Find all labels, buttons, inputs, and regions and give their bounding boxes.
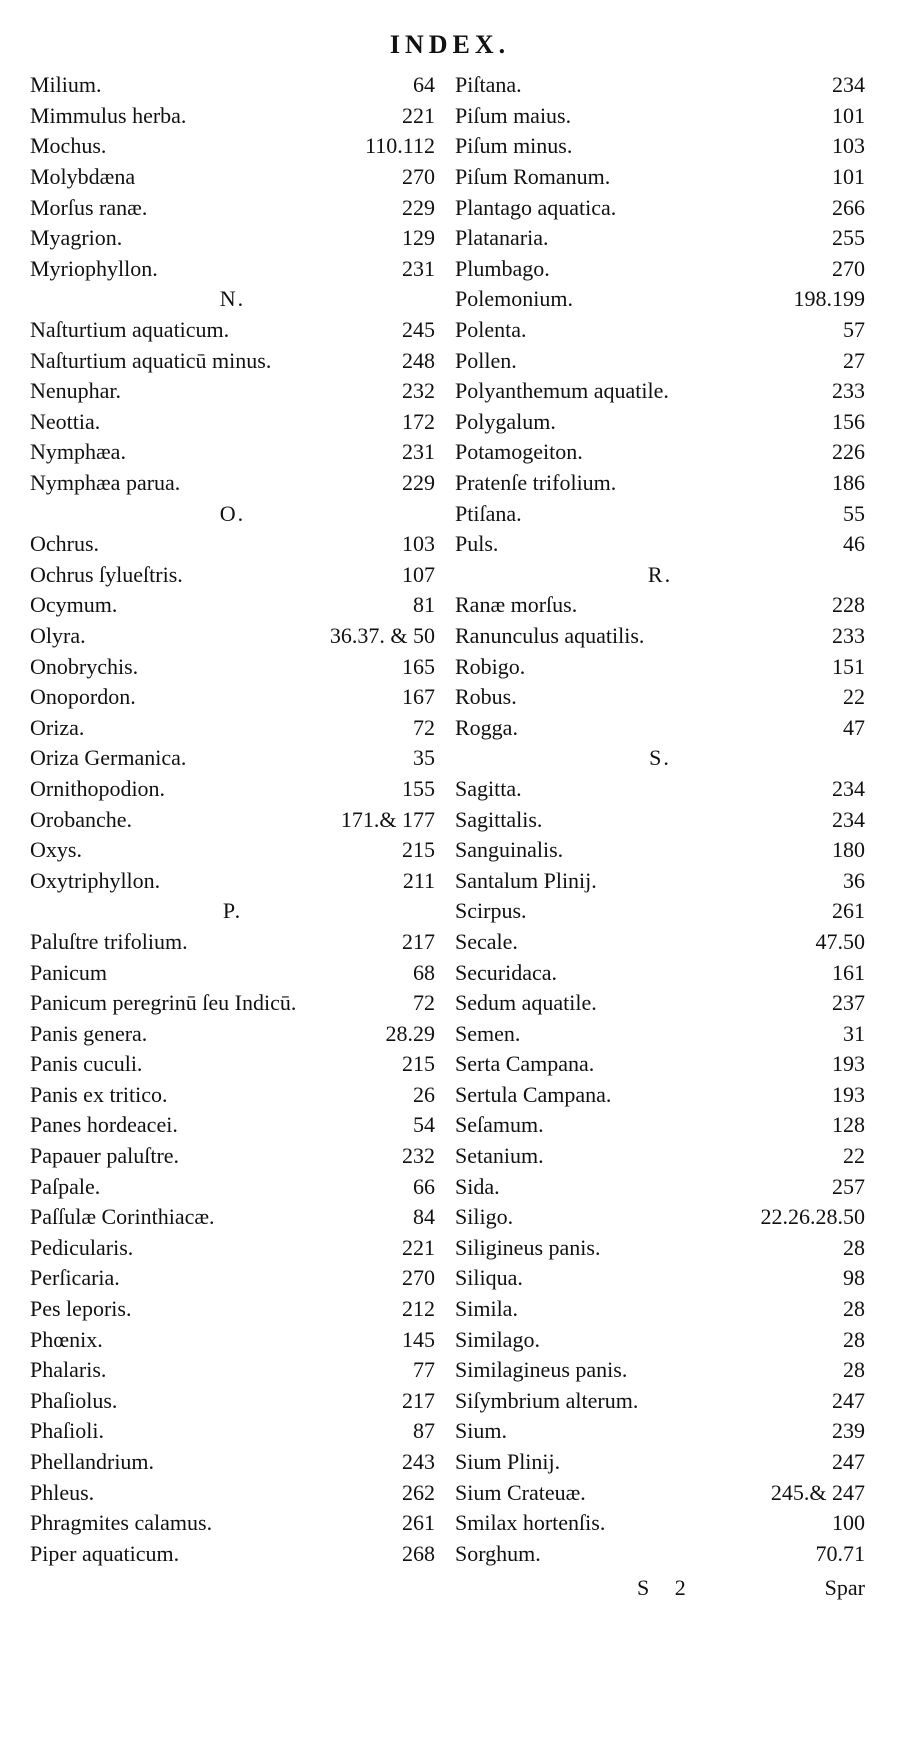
page-reference: 229 bbox=[402, 194, 435, 220]
page-reference: 229 bbox=[402, 470, 435, 496]
index-term: Ornithopodion. bbox=[30, 775, 166, 801]
page-reference: 107 bbox=[402, 561, 435, 587]
index-term: Ochrus. bbox=[30, 531, 100, 557]
page-reference: 239 bbox=[832, 1418, 865, 1444]
index-entry bbox=[455, 1539, 865, 1570]
index-entry bbox=[30, 1263, 435, 1294]
page-reference: 243 bbox=[402, 1449, 435, 1475]
index-entry bbox=[30, 131, 435, 162]
index-term: Paſpale. bbox=[30, 1173, 101, 1199]
index-entry bbox=[455, 1477, 865, 1508]
signature-mark: S 2 bbox=[637, 1575, 696, 1600]
page-reference: 245 bbox=[402, 317, 435, 343]
index-entry bbox=[455, 1049, 865, 1080]
page-reference: 261 bbox=[832, 898, 865, 924]
index-term: Nymphæa. bbox=[30, 439, 126, 465]
page-reference: 247 bbox=[832, 1387, 865, 1413]
page-reference: 110.112 bbox=[365, 133, 435, 159]
page-reference: 31 bbox=[843, 1020, 865, 1046]
index-entry bbox=[455, 1171, 865, 1202]
index-term: Platanaria. bbox=[455, 225, 549, 251]
index-entry bbox=[30, 70, 435, 101]
page-reference: 217 bbox=[402, 928, 435, 954]
index-entry bbox=[455, 1294, 865, 1325]
page-reference: 217 bbox=[402, 1387, 435, 1413]
index-term: Rogga. bbox=[455, 714, 518, 740]
page-reference: 257 bbox=[832, 1173, 865, 1199]
page-reference: 193 bbox=[832, 1051, 865, 1077]
index-entry bbox=[30, 529, 435, 560]
letter-heading: P. bbox=[222, 898, 243, 924]
index-entry bbox=[455, 712, 865, 743]
index-entry bbox=[30, 1049, 435, 1080]
page-reference: 161 bbox=[832, 959, 865, 985]
page-reference: 36.37. & 50 bbox=[329, 622, 435, 648]
index-term: Siſymbrium alterum. bbox=[455, 1387, 639, 1413]
index-entry bbox=[455, 1080, 865, 1111]
page-reference: 261 bbox=[402, 1510, 435, 1536]
index-term: Phragmites calamus. bbox=[30, 1510, 213, 1536]
index-entry bbox=[455, 498, 865, 529]
page-reference: 26 bbox=[413, 1081, 435, 1107]
index-entry bbox=[30, 560, 435, 591]
catchword: Spar bbox=[824, 1575, 865, 1600]
page-reference: 165 bbox=[402, 653, 435, 679]
index-term: Piſum maius. bbox=[455, 102, 572, 128]
index-term: Scirpus. bbox=[455, 898, 527, 924]
index-entry bbox=[30, 345, 435, 376]
index-term: Phellandrium. bbox=[30, 1449, 155, 1475]
page-reference: 81 bbox=[413, 592, 435, 618]
index-entry bbox=[30, 1233, 435, 1264]
index-term: Neottia. bbox=[30, 408, 101, 434]
index-entry bbox=[455, 774, 865, 805]
page-reference: 70.71 bbox=[815, 1540, 865, 1566]
page-reference: 103 bbox=[402, 531, 435, 557]
letter-heading: O. bbox=[219, 500, 246, 526]
page-reference: 232 bbox=[402, 378, 435, 404]
index-entry bbox=[455, 1202, 865, 1233]
index-entry bbox=[455, 682, 865, 713]
page-reference: 72 bbox=[413, 990, 435, 1016]
index-entry bbox=[455, 1324, 865, 1355]
page-reference: 22 bbox=[843, 1143, 865, 1169]
page-reference: 180 bbox=[832, 837, 865, 863]
index-entry bbox=[30, 621, 435, 652]
index-term: Serta Campana. bbox=[455, 1051, 595, 1077]
page-reference: 172 bbox=[402, 408, 435, 434]
index-entry bbox=[455, 865, 865, 896]
page-reference: 84 bbox=[413, 1204, 435, 1230]
page-reference: 151 bbox=[832, 653, 865, 679]
index-term: Puls. bbox=[455, 531, 499, 557]
page-reference: 167 bbox=[402, 684, 435, 710]
index-term: Similagineus panis. bbox=[455, 1357, 628, 1383]
index-term: Perſicaria. bbox=[30, 1265, 120, 1291]
index-term: Phaſiolus. bbox=[30, 1387, 118, 1413]
page-title: INDEX. bbox=[389, 30, 511, 59]
index-term: Naſturtium aquaticum. bbox=[30, 317, 230, 343]
index-entry bbox=[455, 1018, 865, 1049]
index-entry bbox=[30, 1202, 435, 1233]
index-term: Naſturtium aquaticū minus. bbox=[30, 347, 272, 373]
page-reference: 100 bbox=[832, 1510, 865, 1536]
page-reference: 72 bbox=[413, 714, 435, 740]
index-entry bbox=[30, 1386, 435, 1417]
index-term: Polyanthemum aquatile. bbox=[455, 378, 669, 404]
index-term: Phleus. bbox=[30, 1479, 95, 1505]
index-entry bbox=[455, 590, 865, 621]
index-entry bbox=[30, 957, 435, 988]
page-reference: 212 bbox=[402, 1296, 435, 1322]
index-term: Myriophyllon. bbox=[30, 255, 158, 281]
index-entry bbox=[455, 284, 865, 315]
index-term: Plumbago. bbox=[455, 255, 550, 281]
index-term: Ranunculus aquatilis. bbox=[455, 622, 645, 648]
page-reference: 171.& 177 bbox=[340, 806, 435, 832]
page-reference: 221 bbox=[402, 1234, 435, 1260]
index-term: Panicum peregrinū ſeu Indicū. bbox=[30, 990, 297, 1016]
index-term: Polygalum. bbox=[455, 408, 556, 434]
index-entry bbox=[455, 345, 865, 376]
index-term: Onopordon. bbox=[30, 684, 136, 710]
index-entry bbox=[30, 1355, 435, 1386]
page-reference: 233 bbox=[832, 622, 865, 648]
index-term: Siligineus panis. bbox=[455, 1234, 601, 1260]
index-term: Mimmulus herba. bbox=[30, 102, 187, 128]
index-term: Panis ex tritico. bbox=[30, 1081, 168, 1107]
index-term: Orobanche. bbox=[30, 806, 133, 832]
index-term: Pedicularis. bbox=[30, 1234, 134, 1260]
index-term: Robus. bbox=[455, 684, 517, 710]
index-term: Mochus. bbox=[30, 133, 107, 159]
index-entry bbox=[30, 1416, 435, 1447]
index-entry bbox=[30, 315, 435, 346]
page-reference: 101 bbox=[832, 164, 865, 190]
page-reference: 215 bbox=[402, 1051, 435, 1077]
index-term: Robigo. bbox=[455, 653, 526, 679]
index-entry bbox=[30, 1294, 435, 1325]
index-entry bbox=[455, 70, 865, 101]
index-entry bbox=[455, 162, 865, 193]
index-term: Plantago aquatica. bbox=[455, 194, 617, 220]
index-term: Semen. bbox=[455, 1020, 521, 1046]
index-term: Pollen. bbox=[455, 347, 517, 373]
page-reference: 193 bbox=[832, 1081, 865, 1107]
page-reference: 266 bbox=[832, 194, 865, 220]
index-entry bbox=[30, 743, 435, 774]
page-reference: 186 bbox=[832, 470, 865, 496]
index-entry bbox=[455, 376, 865, 407]
page-reference: 87 bbox=[413, 1418, 435, 1444]
index-term: Sida. bbox=[455, 1173, 500, 1199]
index-entry bbox=[30, 437, 435, 468]
index-term: Piper aquaticum. bbox=[30, 1540, 180, 1566]
index-term: Sagittalis. bbox=[455, 806, 543, 832]
index-entry bbox=[455, 1233, 865, 1264]
index-entry bbox=[455, 529, 865, 560]
index-term: Panis genera. bbox=[30, 1020, 148, 1046]
index-term: Myagrion. bbox=[30, 225, 123, 251]
index-term: Onobrychis. bbox=[30, 653, 139, 679]
page-reference: 221 bbox=[402, 102, 435, 128]
page-reference: 156 bbox=[832, 408, 865, 434]
page-reference: 270 bbox=[832, 255, 865, 281]
page-reference: 215 bbox=[402, 837, 435, 863]
page-reference: 54 bbox=[413, 1112, 435, 1138]
page-reference: 47.50 bbox=[815, 928, 865, 954]
index-term: Setanium. bbox=[455, 1143, 544, 1169]
index-entry bbox=[455, 1508, 865, 1539]
index-term: Piſtana. bbox=[455, 72, 522, 98]
page-reference: 145 bbox=[402, 1326, 435, 1352]
index-entry bbox=[455, 1141, 865, 1172]
index-term: Simila. bbox=[455, 1296, 518, 1322]
index-term: Panes hordeacei. bbox=[30, 1112, 178, 1138]
index-entry bbox=[30, 1018, 435, 1049]
index-entry bbox=[455, 988, 865, 1019]
index-term: Sium Plinij. bbox=[455, 1449, 561, 1475]
index-term: Piſum Romanum. bbox=[455, 164, 611, 190]
index-term: Milium. bbox=[30, 72, 102, 98]
page-reference: 234 bbox=[832, 775, 865, 801]
index-term: Ranæ morſus. bbox=[455, 592, 578, 618]
page-reference: 234 bbox=[832, 806, 865, 832]
index-term: Smilax hortenſis. bbox=[455, 1510, 606, 1536]
page-reference: 198.199 bbox=[793, 286, 865, 312]
page-reference: 226 bbox=[832, 439, 865, 465]
letter-heading: R. bbox=[647, 561, 673, 587]
index-entry bbox=[455, 315, 865, 346]
page-reference: 233 bbox=[832, 378, 865, 404]
page-reference: 245.& 247 bbox=[770, 1479, 865, 1505]
index-term: Nymphæa parua. bbox=[30, 470, 181, 496]
page-reference: 129 bbox=[402, 225, 435, 251]
index-entry bbox=[30, 1539, 435, 1570]
index-term: Sertula Campana. bbox=[455, 1081, 612, 1107]
index-entry bbox=[455, 1355, 865, 1386]
index-entry bbox=[455, 1447, 865, 1478]
index-entry bbox=[455, 101, 865, 132]
index-entry bbox=[455, 957, 865, 988]
index-entry bbox=[30, 590, 435, 621]
page-reference: 270 bbox=[402, 1265, 435, 1291]
index-entry bbox=[455, 1416, 865, 1447]
index-term: Olyra. bbox=[30, 622, 86, 648]
index-term: Pes leporis. bbox=[30, 1296, 132, 1322]
index-entry bbox=[30, 223, 435, 254]
index-term: Oxytriphyllon. bbox=[30, 867, 161, 893]
index-entry bbox=[30, 774, 435, 805]
index-term: Paſſulæ Corinthiacæ. bbox=[30, 1204, 215, 1230]
index-entry bbox=[30, 1171, 435, 1202]
page-reference: 68 bbox=[413, 959, 435, 985]
page-reference: 237 bbox=[832, 990, 865, 1016]
index-entry bbox=[455, 804, 865, 835]
index-entry bbox=[30, 101, 435, 132]
page-reference: 155 bbox=[402, 775, 435, 801]
page-reference: 248 bbox=[402, 347, 435, 373]
index-term: Oriza Germanica. bbox=[30, 745, 187, 771]
index-term: Sedum aquatile. bbox=[455, 990, 597, 1016]
index-term: Sorghum. bbox=[455, 1540, 541, 1566]
index-entry bbox=[30, 1141, 435, 1172]
page-reference: 128 bbox=[832, 1112, 865, 1138]
index-entry bbox=[455, 1263, 865, 1294]
page-reference: 28 bbox=[843, 1326, 865, 1352]
index-term: Polenta. bbox=[455, 317, 527, 343]
index-term: Siliqua. bbox=[455, 1265, 523, 1291]
index-entry bbox=[455, 896, 865, 927]
index-term: Ochrus ſylueſtris. bbox=[30, 561, 183, 587]
index-entry bbox=[30, 1477, 435, 1508]
index-entry bbox=[30, 651, 435, 682]
index-term: Molybdæna bbox=[30, 164, 136, 190]
index-term: Similago. bbox=[455, 1326, 540, 1352]
index-entry bbox=[30, 1110, 435, 1141]
page-reference: 28 bbox=[843, 1357, 865, 1383]
index-entry bbox=[30, 988, 435, 1019]
index-term: Oriza. bbox=[30, 714, 85, 740]
index-entry bbox=[455, 192, 865, 223]
page-reference: 247 bbox=[832, 1449, 865, 1475]
index-entry bbox=[30, 865, 435, 896]
page-reference: 36 bbox=[843, 867, 865, 893]
page-reference: 55 bbox=[843, 500, 865, 526]
index-term: Polemonium. bbox=[455, 286, 573, 312]
index-entry bbox=[30, 407, 435, 438]
index-entry bbox=[455, 835, 865, 866]
index-term: Papauer paluſtre. bbox=[30, 1143, 180, 1169]
page-reference: 262 bbox=[402, 1479, 435, 1505]
index-entry bbox=[30, 804, 435, 835]
index-entry bbox=[30, 192, 435, 223]
page-reference: 46 bbox=[843, 531, 865, 557]
page-reference: 231 bbox=[402, 255, 435, 281]
page-reference: 268 bbox=[402, 1540, 435, 1566]
index-entry bbox=[30, 927, 435, 958]
index-term: Securidaca. bbox=[455, 959, 557, 985]
index-term: Panis cuculi. bbox=[30, 1051, 143, 1077]
index-entry bbox=[455, 651, 865, 682]
page-reference: 211 bbox=[402, 867, 435, 893]
index-entry bbox=[455, 254, 865, 285]
page-reference: 66 bbox=[413, 1173, 435, 1199]
index-term: Sanguinalis. bbox=[455, 837, 564, 863]
index-entry bbox=[30, 712, 435, 743]
index-entry bbox=[455, 1110, 865, 1141]
index-term: Sagitta. bbox=[455, 775, 522, 801]
index-term: Ocymum. bbox=[30, 592, 118, 618]
page-reference: 232 bbox=[402, 1143, 435, 1169]
index-term: Ptiſana. bbox=[455, 500, 522, 526]
index-column-left bbox=[30, 70, 435, 1569]
index-term: Phalaris. bbox=[30, 1357, 107, 1383]
index-term: Piſum minus. bbox=[455, 133, 573, 159]
index-entry bbox=[30, 682, 435, 713]
index-entry bbox=[455, 223, 865, 254]
index-entry bbox=[455, 927, 865, 958]
page-reference: 77 bbox=[413, 1357, 435, 1383]
page-reference: 270 bbox=[402, 164, 435, 190]
page-reference: 47 bbox=[843, 714, 865, 740]
index-term: Secale. bbox=[455, 928, 518, 954]
index-entry bbox=[30, 835, 435, 866]
letter-heading: S. bbox=[649, 745, 671, 771]
index-entry bbox=[30, 1080, 435, 1111]
index-entry bbox=[30, 162, 435, 193]
page-reference: 22 bbox=[843, 684, 865, 710]
index-entry bbox=[455, 1386, 865, 1417]
page-reference: 28 bbox=[843, 1234, 865, 1260]
index-term: Siligo. bbox=[455, 1204, 514, 1230]
page-reference: 57 bbox=[843, 317, 865, 343]
index-term: Nenuphar. bbox=[30, 378, 122, 404]
index-term: Sium. bbox=[455, 1418, 507, 1444]
index-term: Oxys. bbox=[30, 837, 82, 863]
page-reference: 98 bbox=[843, 1265, 865, 1291]
index-entry bbox=[30, 254, 435, 285]
page-reference: 28.29 bbox=[385, 1020, 435, 1046]
page-reference: 103 bbox=[832, 133, 865, 159]
index-entry bbox=[30, 1447, 435, 1478]
index-term: Paluſtre trifolium. bbox=[30, 928, 188, 954]
index-entry bbox=[455, 468, 865, 499]
page-reference: 228 bbox=[832, 592, 865, 618]
page-reference: 231 bbox=[402, 439, 435, 465]
index-term: Pratenſe trifolium. bbox=[455, 470, 617, 496]
index-term: Seſamum. bbox=[455, 1112, 544, 1138]
index-term: Morſus ranæ. bbox=[30, 194, 148, 220]
page-reference: 35 bbox=[413, 745, 435, 771]
index-entry bbox=[30, 376, 435, 407]
page-reference: 101 bbox=[832, 102, 865, 128]
index-entry bbox=[455, 621, 865, 652]
page-reference: 234 bbox=[832, 72, 865, 98]
index-term: Phaſioli. bbox=[30, 1418, 104, 1444]
index-term: Phœnix. bbox=[30, 1326, 103, 1352]
page-reference: 22.26.28.50 bbox=[760, 1204, 865, 1230]
index-column-right bbox=[455, 70, 865, 1569]
index-term: Potamogeiton. bbox=[455, 439, 583, 465]
index-entry bbox=[455, 131, 865, 162]
index-entry bbox=[455, 407, 865, 438]
letter-heading: N. bbox=[219, 286, 246, 312]
index-term: Santalum Plinij. bbox=[455, 867, 597, 893]
index-entry bbox=[455, 437, 865, 468]
index-entry bbox=[30, 468, 435, 499]
page-reference: 28 bbox=[843, 1296, 865, 1322]
page-reference: 64 bbox=[413, 72, 435, 98]
page-reference: 27 bbox=[843, 347, 865, 373]
index-entry bbox=[30, 1508, 435, 1539]
index-term: Panicum bbox=[30, 959, 107, 985]
index-term: Sium Crateuæ. bbox=[455, 1479, 586, 1505]
index-entry bbox=[30, 1324, 435, 1355]
page-reference: 255 bbox=[832, 225, 865, 251]
